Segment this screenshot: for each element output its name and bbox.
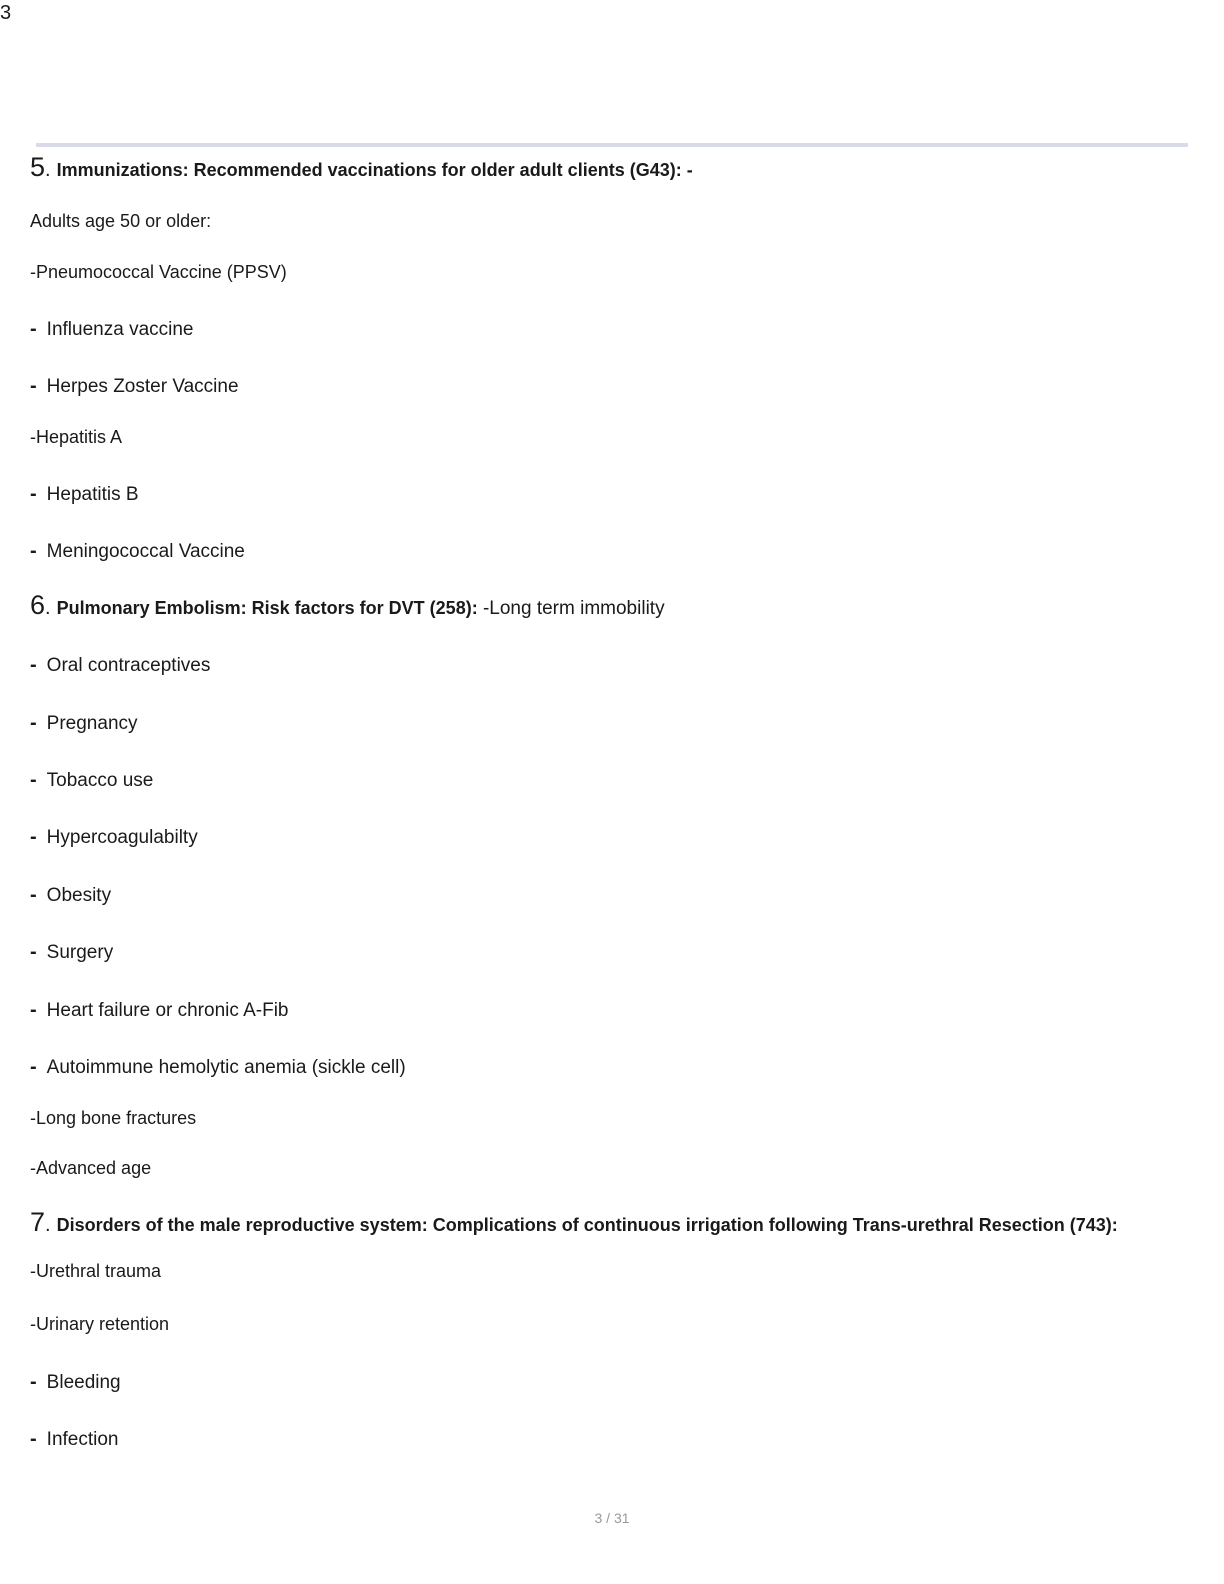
bullet-dash: - [30, 540, 37, 562]
list-item: - Obesity [30, 884, 112, 906]
bullet-dash: - [30, 826, 37, 848]
bullet-dash: - [30, 769, 37, 791]
section-title-suffix: -Long term immobility [477, 598, 665, 619]
section-number: 5 [30, 152, 46, 182]
list-item: - Herpes Zoster Vaccine [30, 375, 239, 397]
bullet-dash: - [30, 654, 37, 676]
section-heading [30, 152, 693, 183]
bullet-dash: - [30, 712, 37, 734]
section-number-dot: . [45, 597, 51, 619]
list-item: -Long bone fractures [30, 1108, 197, 1128]
section-heading [30, 1207, 1118, 1238]
list-item: - Autoimmune hemolytic anemia (sickle cell) [30, 1056, 406, 1078]
list-item: - Oral contraceptives [30, 654, 211, 676]
list-item: - Surgery [30, 941, 114, 963]
bullet-dash: - [30, 1428, 37, 1450]
bullet-dash: - [30, 318, 37, 340]
page-number: 3 [0, 2, 12, 24]
bullet-dash: - [30, 884, 37, 906]
section-title: Pulmonary Embolism: Risk factors for DVT (258): [56, 598, 478, 618]
bullet-dash: - [30, 375, 37, 397]
bullet-dash: - [30, 1056, 37, 1078]
header-divider [36, 143, 1188, 147]
list-item: -Urinary retention [30, 1314, 170, 1334]
list-item: - Pregnancy [30, 712, 138, 734]
bullet-dash: - [30, 999, 37, 1021]
list-item: -Hepatitis A [30, 427, 123, 447]
section-number: 7 [30, 1207, 46, 1237]
page-indicator: 3 / 31 [594, 1510, 630, 1526]
list-item: - Influenza vaccine [30, 318, 194, 340]
bullet-dash: - [30, 941, 37, 963]
list-item: - Infection [30, 1428, 119, 1450]
section-heading [30, 590, 665, 621]
section-intro: Adults age 50 or older: [30, 211, 212, 231]
list-item: - Heart failure or chronic A-Fib [30, 999, 289, 1021]
list-item: - Hypercoagulabilty [30, 826, 198, 848]
list-item: -Urethral trauma [30, 1261, 162, 1281]
bullet-dash: - [30, 483, 37, 505]
list-item: -Pneumococcal Vaccine (PPSV) [30, 262, 287, 282]
list-item: - Hepatitis B [30, 483, 139, 505]
section-number: 6 [30, 590, 46, 620]
section-number-dot: . [45, 1214, 51, 1236]
list-item: -Advanced age [30, 1158, 152, 1178]
section-number-dot: . [45, 159, 51, 181]
section-title: Disorders of the male reproductive system: Complications of continuous irrigation following Trans-urethral Resection (743): [56, 1215, 1118, 1235]
bullet-dash: - [30, 1371, 37, 1393]
list-item: - Bleeding [30, 1371, 121, 1393]
section-title: Immunizations: Recommended vaccinations for older adult clients (G43): - [56, 160, 693, 180]
list-item: - Tobacco use [30, 769, 154, 791]
list-item: - Meningococcal Vaccine [30, 540, 245, 562]
